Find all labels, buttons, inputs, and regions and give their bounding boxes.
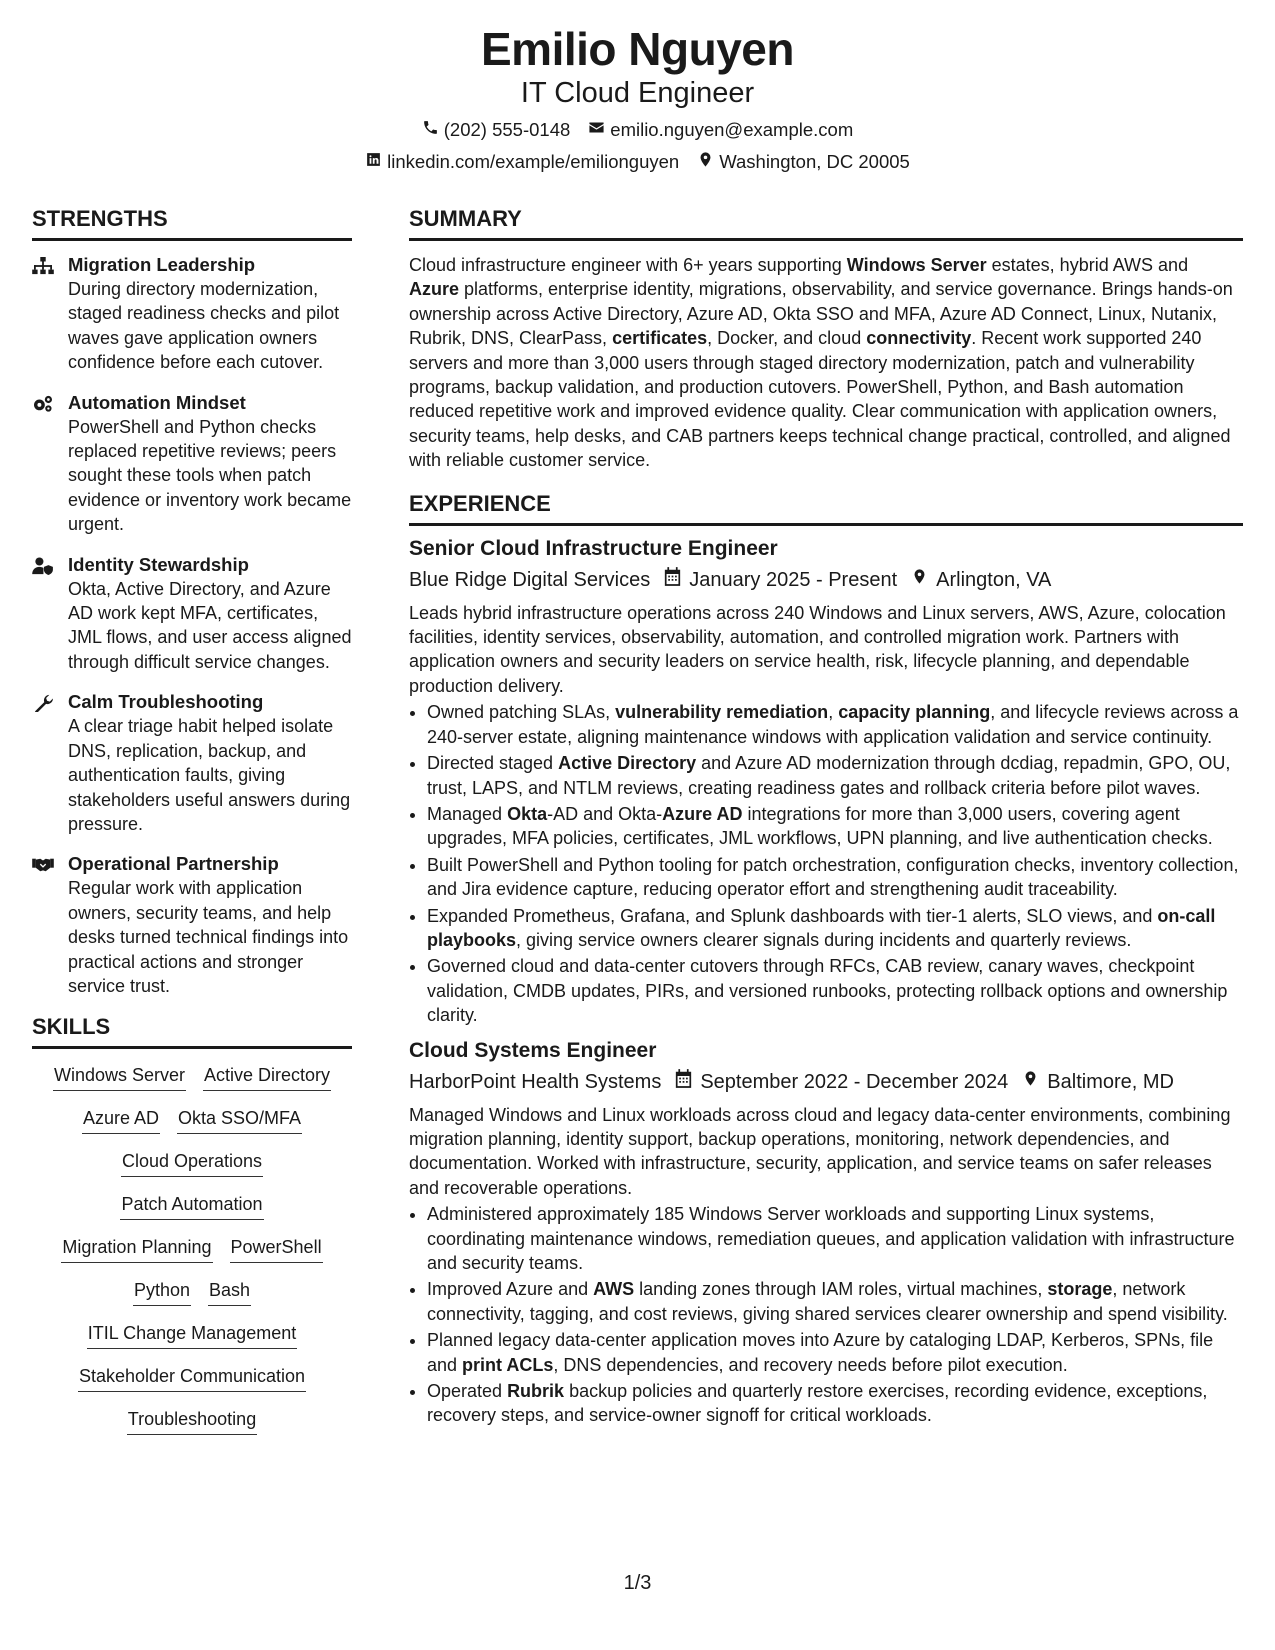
contact-linkedin[interactable] — [365, 150, 679, 174]
job-bullet — [427, 802, 1243, 851]
job-dates-text: January 2025 - Present — [689, 568, 898, 591]
job-dates-text: September 2022 - December 2024 — [700, 1070, 1009, 1093]
skill-chip: PowerShell — [230, 1235, 323, 1263]
contact-line-1 — [0, 118, 1275, 142]
bullet-bold: storage — [1047, 1279, 1113, 1300]
summary-heading: SUMMARY — [409, 206, 1243, 241]
bullet-bold: on-call playbooks — [427, 905, 1216, 950]
strength-title: Automation Mindset — [68, 391, 246, 413]
gears-icon — [32, 391, 68, 537]
summary-bold: Windows Server — [846, 255, 987, 275]
strength-desc: PowerShell and Python checks replaced repetitive reviews; peers sought these tools when patch evidence or inventory work became urgent. — [68, 416, 352, 535]
job-bullet — [427, 751, 1243, 800]
skill-row — [32, 1063, 352, 1091]
skill-row — [32, 1235, 352, 1263]
resume-header — [0, 0, 1275, 174]
skill-chip: Azure AD — [82, 1106, 160, 1134]
job-bullets — [409, 700, 1243, 1027]
map-pin-icon — [911, 567, 928, 593]
summary-text: , Docker, and cloud — [707, 328, 867, 349]
contact-email[interactable] — [588, 118, 853, 142]
map-pin-icon — [697, 150, 714, 174]
bullet-bold: AWS — [593, 1279, 635, 1300]
phone-icon — [422, 118, 439, 142]
strength-title: Operational Partnership — [68, 853, 279, 875]
job-title: Cloud Systems Engineer — [409, 1038, 657, 1062]
job-bullet — [427, 1328, 1243, 1377]
job-bullet — [427, 1277, 1243, 1326]
handshake-icon — [32, 852, 68, 998]
bullet-bold: capacity planning — [838, 702, 991, 723]
job-bullet — [427, 853, 1243, 902]
linkedin-icon — [365, 150, 382, 174]
contact-location — [697, 150, 910, 174]
summary-bold: certificates — [612, 328, 708, 349]
summary-text: platforms, enterprise identity, migrations, observability, and service governance. Brings hands-on ownership across Active Directory, Azure AD, Okta SSO and MFA, Azure AD Connect, Linux, Nutanix, Rubrik, DNS, ClearPass, — [409, 279, 1233, 349]
bullet-text: Governed cloud and data-center cutovers through RFCs, CAB review, canary waves, checkpoint validation, CMDB updates, PIRs, and versioned runbooks, protecting rollback options and ownership clarity. — [427, 956, 1228, 1026]
job-meta — [409, 567, 1243, 593]
skill-row — [32, 1106, 352, 1134]
strength-item — [32, 690, 352, 836]
bullet-text: Operated — [427, 1381, 508, 1402]
skill-row — [32, 1364, 352, 1392]
summary-bold: connectivity — [866, 328, 972, 349]
strength-item — [32, 253, 352, 375]
location-text: Washington, DC 20005 — [719, 151, 910, 172]
envelope-icon — [588, 118, 605, 142]
experience-list — [409, 536, 1243, 1428]
skill-chip: Bash — [208, 1278, 251, 1306]
bullet-text: Directed staged — [427, 753, 559, 774]
bullet-bold: vulnerability remediation — [615, 702, 829, 723]
bullet-text: Planned legacy data-center application moves into Azure by cataloging LDAP, Kerberos, SPNs, file and — [427, 1330, 1214, 1375]
summary-text: Cloud infrastructure engineer with 6+ years supporting — [409, 255, 847, 275]
bullet-text: , — [828, 702, 839, 723]
strength-desc: Okta, Active Directory, and Azure AD work kept MFA, certificates, JML flows, and user access aligned through difficult service changes. — [68, 578, 352, 672]
sitemap-icon — [32, 253, 68, 375]
job-summary: Managed Windows and Linux workloads across cloud and legacy data-center environments, combining migration planning, identity support, backup operations, monitoring, network dependencies, and documentation. Worked with infrastructure, security, application, and service teams on safer releases and recoverable operations. — [409, 1104, 1231, 1198]
job-location-text: Baltimore, MD — [1047, 1070, 1174, 1093]
job-dates — [664, 567, 897, 593]
job-bullet — [427, 1202, 1243, 1275]
job-bullet — [427, 904, 1243, 953]
contact-line-2 — [0, 150, 1275, 174]
bullet-text: Expanded Prometheus, Grafana, and Splunk dashboards with tier-1 alerts, SLO views, and — [427, 905, 1158, 926]
skills-heading: SKILLS — [32, 1014, 352, 1049]
bullet-text: Built PowerShell and Python tooling for patch orchestration, configuration checks, inventory collection, and Jira evidence capture, reducing operator effort and strengthening audit traceability. — [427, 854, 1239, 900]
job-bullet — [427, 1379, 1243, 1428]
bullet-bold: Active Directory — [558, 753, 697, 774]
skill-row — [32, 1192, 352, 1220]
linkedin-text[interactable]: linkedin.com/example/emilionguyen — [387, 151, 680, 172]
bullet-text: landing zones through IAM roles, virtual machines, — [634, 1279, 1048, 1300]
strength-desc: Regular work with application owners, security teams, and help desks turned technical findings into practical actions and stronger service trust. — [68, 878, 349, 996]
calendar-icon — [664, 567, 681, 593]
user-shield-icon — [32, 553, 68, 675]
skill-chip: Migration Planning — [61, 1235, 212, 1263]
skill-chip: Okta SSO/MFA — [177, 1106, 302, 1134]
calendar-icon — [675, 1069, 692, 1095]
left-column — [32, 206, 352, 1450]
job-bullet — [427, 954, 1243, 1027]
skill-row — [32, 1278, 352, 1306]
job-company: HarborPoint Health Systems — [409, 1070, 662, 1093]
job-bullets — [409, 1202, 1243, 1428]
job-location — [911, 567, 1051, 593]
job-entry — [409, 1038, 1243, 1428]
bullet-text: Managed — [427, 803, 508, 824]
experience-heading: EXPERIENCE — [409, 491, 1243, 526]
job-company: Blue Ridge Digital Services — [409, 568, 651, 591]
job-bullet — [427, 700, 1243, 749]
job-meta — [409, 1069, 1243, 1095]
bullet-text: , giving service owners clearer signals during incidents and quarterly reviews. — [516, 929, 1132, 950]
job-location — [1022, 1069, 1174, 1095]
bullet-text: and Azure AD modernization through dcdiag, repadmin, GPO, OU, trust, LAPS, and NTLM reviews, creating readiness gates and rollback criteria before pilot waves. — [427, 753, 1231, 798]
candidate-name: Emilio Nguyen — [481, 23, 794, 75]
bullet-bold: print ACLs — [462, 1354, 554, 1375]
job-summary: Leads hybrid infrastructure operations across 240 Windows and Linux servers, AWS, Azure, colocation facilities, identity services, observability, automation, and controlled migration work. Partners with application owners and security leaders on service health, risk, lifecycle planning, and dependable production delivery. — [409, 602, 1226, 696]
bullet-text: Administered approximately 185 Windows Server workloads and supporting Linux systems, coordinating maintenance windows, remediation queues, and application validation with infrastructure and security teams. — [427, 1204, 1235, 1273]
wrench-icon — [32, 690, 68, 836]
contact-phone — [422, 118, 571, 142]
skills-list — [32, 1063, 352, 1435]
strength-item — [32, 391, 352, 537]
bullet-text: -AD and Okta- — [547, 803, 663, 824]
strength-desc: A clear triage habit helped isolate DNS, replication, backup, and authentication faults, giving stakeholders useful answers during pressure. — [68, 716, 351, 834]
summary-text — [409, 253, 1243, 473]
candidate-role: IT Cloud Engineer — [520, 77, 755, 109]
strength-desc: During directory modernization, staged readiness checks and pilot waves gave application owners confidence before each cutover. — [68, 279, 340, 373]
strength-title: Calm Troubleshooting — [68, 691, 264, 713]
skill-chip: Stakeholder Communication — [78, 1364, 306, 1392]
summary-text: . Recent work supported 240 servers and more than 3,000 users through staged directory modernization, patch and vulnerability programs, backup validation, and production cutovers. PowerShell, Python, and Bash automation reduced repetitive work and improved evidence quality. Clear communication with application owners, security teams, help desks, and CAB partners keeps technical change practical, controlled, and aligned with reliable customer service. — [409, 328, 1231, 471]
skill-chip: Cloud Operations — [121, 1149, 263, 1177]
summary-bold: Azure — [409, 279, 460, 300]
summary-text: estates, hybrid AWS and — [986, 255, 1189, 275]
skill-row — [32, 1321, 352, 1349]
skill-chip: Patch Automation — [120, 1192, 263, 1220]
skill-chip: Troubleshooting — [127, 1407, 257, 1435]
bullet-text: , DNS dependencies, and recovery needs before pilot execution. — [553, 1354, 1068, 1375]
job-dates — [675, 1069, 1008, 1095]
skill-chip: Windows Server — [53, 1063, 186, 1091]
bullet-text: integrations for more than 3,000 users, covering agent upgrades, MFA policies, certificates, JML workflows, UPN planning, and live authentication checks. — [427, 803, 1213, 849]
page-number: 1/3 — [623, 1572, 652, 1594]
skill-row — [32, 1407, 352, 1435]
bullet-text: backup policies and quarterly restore exercises, recording evidence, exceptions, recovery steps, and service-owner signoff for critical workloads. — [427, 1381, 1208, 1426]
job-title: Senior Cloud Infrastructure Engineer — [409, 536, 778, 560]
skill-row — [32, 1149, 352, 1177]
bullet-text: , network connectivity, tagging, and cost reviews, giving shared services clearer ownership and spend visibility. — [427, 1279, 1228, 1324]
skill-chip: Python — [133, 1278, 191, 1306]
strength-title: Migration Leadership — [68, 254, 256, 275]
job-location-text: Arlington, VA — [936, 568, 1052, 591]
bullet-text: Owned patching SLAs, — [427, 702, 616, 723]
strength-title: Identity Stewardship — [68, 553, 249, 575]
strength-item — [32, 553, 352, 675]
bullet-bold: Rubrik — [507, 1381, 565, 1402]
job-entry — [409, 536, 1243, 1028]
bullet-text: , and lifecycle reviews across a 240-server estate, aligning maintenance windows with application validation and service continuity. — [427, 702, 1239, 747]
bullet-bold: Okta — [507, 803, 548, 824]
right-column — [409, 206, 1243, 1430]
bullet-bold: Azure AD — [662, 803, 743, 824]
skill-chip: Active Directory — [203, 1063, 331, 1091]
skill-chip: ITIL Change Management — [87, 1321, 297, 1349]
email-text[interactable]: emilio.nguyen@example.com — [610, 119, 854, 140]
bullet-text: Improved Azure and — [427, 1279, 594, 1300]
map-pin-icon — [1022, 1069, 1039, 1095]
phone-text: (202) 555-0148 — [443, 119, 571, 140]
strength-item — [32, 852, 352, 998]
strengths-heading: STRENGTHS — [32, 206, 352, 241]
